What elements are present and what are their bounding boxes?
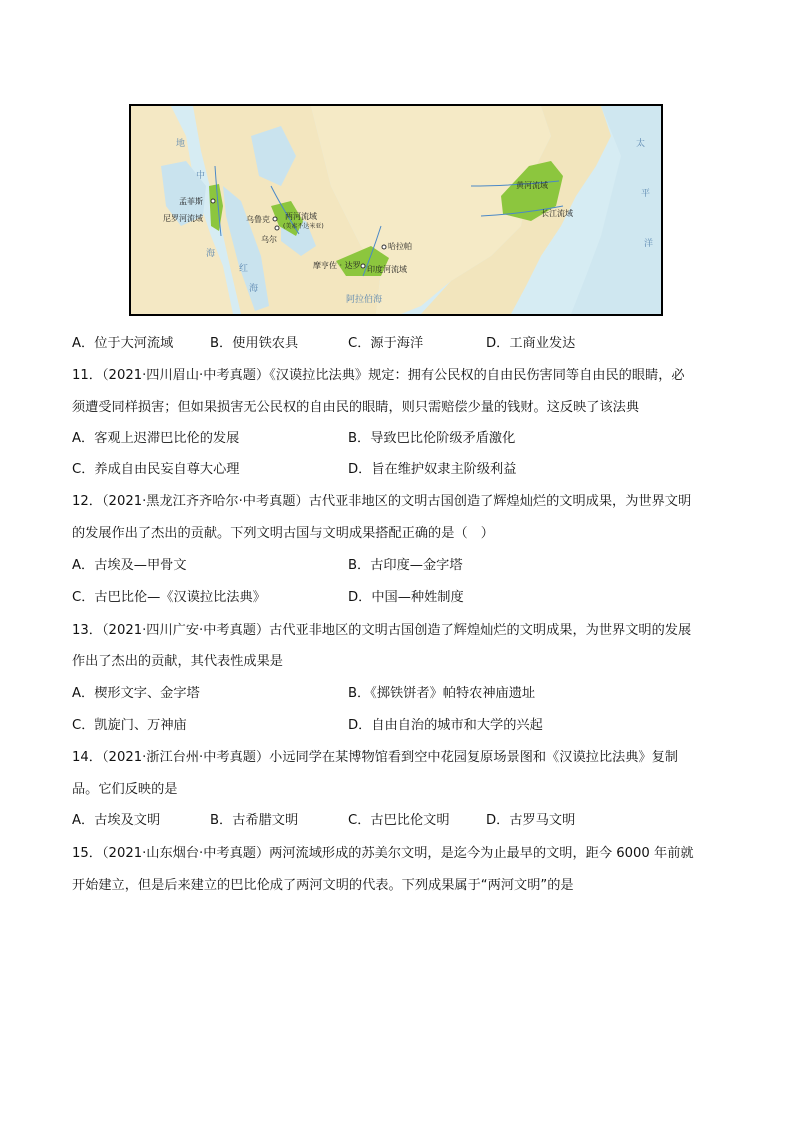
- q14-option-b[interactable]: B．古希腊文明: [210, 813, 299, 828]
- q10-option-d[interactable]: D．工商业发达: [486, 336, 576, 351]
- map-label-ur: 乌尔: [261, 235, 277, 244]
- q13-option-d[interactable]: D．自由自治的城市和大学的兴起: [348, 718, 543, 733]
- q12-option-a[interactable]: A．古埃及—甲骨文: [72, 558, 187, 573]
- q11-stem-line2: 须遭受同样损害；但如果损害无公民权的自由民的眼睛，则只需赔偿少量的钱财。这反映了该法典: [72, 400, 640, 415]
- q10-option-a[interactable]: A．位于大河流域: [72, 336, 174, 351]
- q14-stem-line1: 14．（2021·浙江台州·中考真题）小远同学在某博物馆看到空中花园复原场景图和《汉谟拉比法典》复制: [72, 750, 678, 765]
- map-sea-label-hong: 红: [239, 264, 249, 274]
- map-sea-label-arabian: 阿拉伯海: [346, 295, 383, 305]
- q11-option-c[interactable]: C．养成自由民妄自尊大心理: [72, 462, 240, 477]
- q10-option-c[interactable]: C．源于海洋: [348, 336, 424, 351]
- map-label-yellow-river: 黄河流域: [516, 181, 548, 190]
- q14-option-d[interactable]: D．古罗马文明: [486, 813, 576, 828]
- map-label-memphis: 孟菲斯: [179, 197, 203, 206]
- q13-option-c[interactable]: C．凯旋门、万神庙: [72, 718, 187, 733]
- map-marker-ur: [275, 226, 279, 230]
- map-drawing: [131, 106, 661, 314]
- map-label-mesopotamia: (美索不达米亚): [283, 223, 324, 230]
- q13-stem-line1: 13．（2021·四川广安·中考真题）古代亚非地区的文明古国创造了辉煌灿烂的文明成果，为世界文明的发展: [72, 623, 692, 638]
- map-sea-label-di: 地: [176, 139, 186, 149]
- map-label-indus: 印度河流域: [367, 265, 407, 274]
- map-marker-harappa: [382, 245, 386, 249]
- q11-option-a[interactable]: A．客观上迟滞巴比伦的发展: [72, 431, 240, 446]
- map-sea-label-hai: 海: [206, 249, 216, 259]
- map-label-mohenjo-daro: 摩亨佐 · 达罗: [313, 261, 361, 270]
- map-label-uruk: 乌鲁克: [246, 215, 270, 224]
- q14-option-c[interactable]: C．古巴比伦文明: [348, 813, 450, 828]
- map-marker-memphis: [211, 199, 215, 203]
- q12-option-c[interactable]: C．古巴比伦—《汉谟拉比法典》: [72, 590, 266, 605]
- q11-option-b[interactable]: B．导致巴比伦阶级矛盾激化: [348, 431, 516, 446]
- q12-stem-line2: 的发展作出了杰出的贡献。下列文明古国与文明成果搭配正确的是（ ）: [72, 526, 494, 541]
- map-label-harappa: 哈拉帕: [388, 242, 412, 251]
- map-marker-mohenjo-daro: [361, 264, 365, 268]
- map-sea-label-ping: 平: [641, 189, 651, 199]
- q15-stem-line1: 15．（2021·山东烟台·中考真题）两河流域形成的苏美尔文明，是迄今为止最早的文明，距今 6000 年前就: [72, 846, 694, 861]
- q14-option-a[interactable]: A．古埃及文明: [72, 813, 161, 828]
- q13-stem-line2: 作出了杰出的贡献，其代表性成果是: [72, 654, 283, 669]
- q11-stem-line1: 11．（2021·四川眉山·中考真题）《汉谟拉比法典》规定：拥有公民权的自由民伤害同等自由民的眼睛，必: [72, 368, 685, 383]
- map-sea-label-yang: 洋: [644, 239, 654, 249]
- q13-option-b[interactable]: B．《掷铁饼者》帕特农神庙遗址: [348, 686, 536, 701]
- map-label-yangtze: 长江流域: [541, 209, 573, 218]
- q14-stem-line2: 品。它们反映的是: [72, 782, 178, 797]
- ancient-civilizations-map: [129, 104, 663, 316]
- map-sea-label-zhong: 中: [196, 171, 206, 181]
- q11-option-d[interactable]: D．旨在维护奴隶主阶级利益: [348, 462, 517, 477]
- q10-option-b[interactable]: B．使用铁农具: [210, 336, 299, 351]
- q12-option-d[interactable]: D．中国—种姓制度: [348, 590, 464, 605]
- map-sea-label-hai2: 海: [249, 284, 259, 294]
- q13-option-a[interactable]: A．楔形文字、金字塔: [72, 686, 200, 701]
- map-sea-label-tai: 太: [636, 139, 646, 149]
- map-label-two-rivers: 两河流域: [285, 212, 317, 221]
- map-label-nile: 尼罗河流域: [163, 214, 203, 223]
- q15-stem-line2: 开始建立，但是后来建立的巴比伦成了两河文明的代表。下列成果属于“两河文明”的是: [72, 878, 574, 893]
- q12-option-b[interactable]: B．古印度—金字塔: [348, 558, 463, 573]
- map-marker-uruk: [273, 217, 277, 221]
- q12-stem-line1: 12．（2021·黑龙江齐齐哈尔·中考真题）古代亚非地区的文明古国创造了辉煌灿烂的文明成果，为世界文明: [72, 494, 692, 509]
